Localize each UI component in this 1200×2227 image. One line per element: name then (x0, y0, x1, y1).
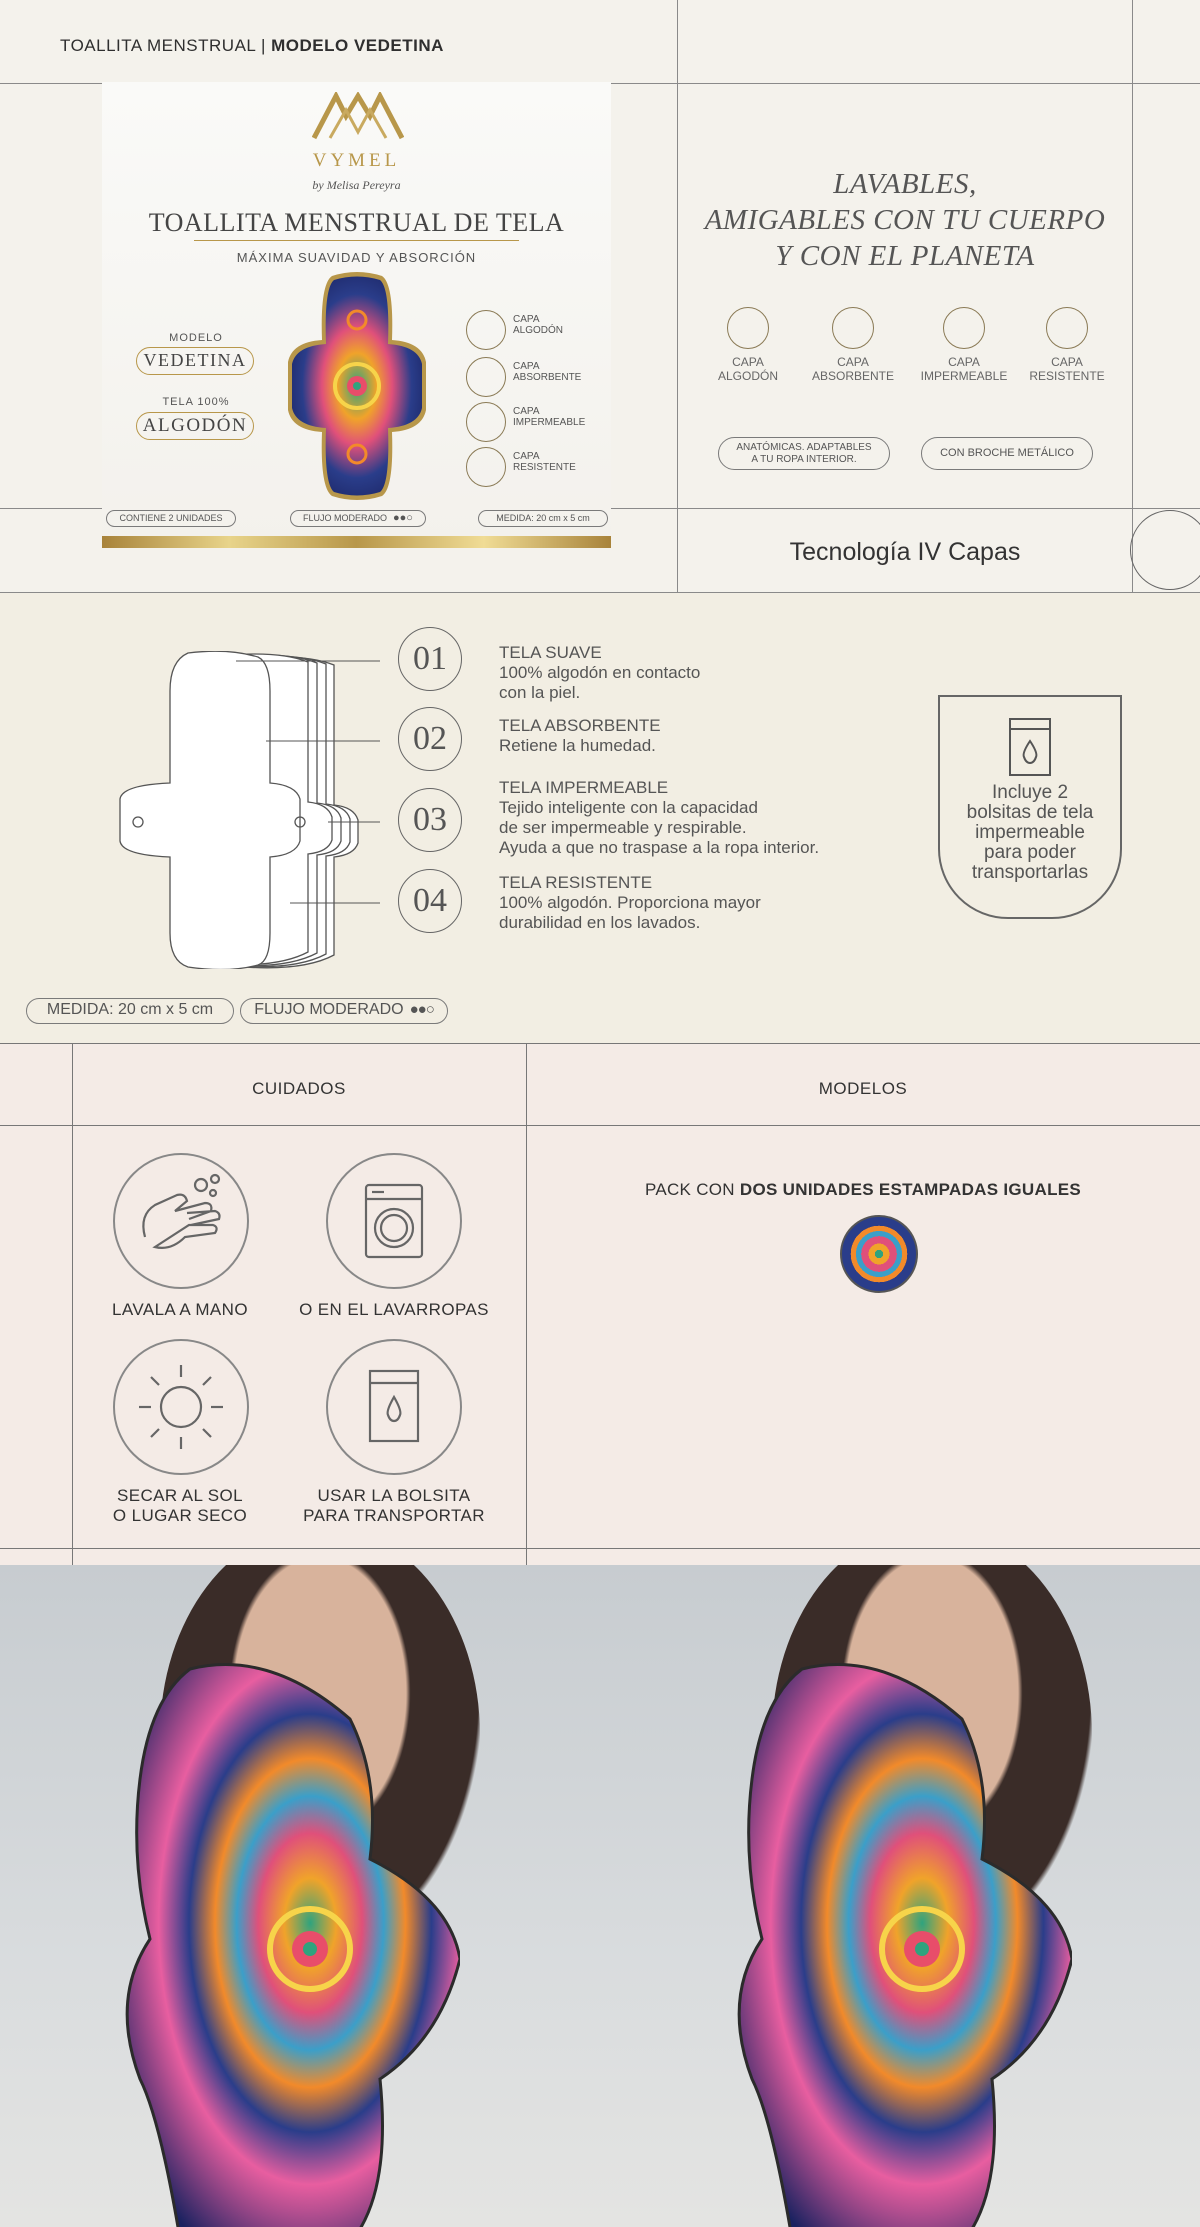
vymel-logo-icon (312, 92, 404, 142)
fabric-label: TELA 100% (162, 396, 230, 408)
package-layer-label: CAPA RESISTENTE (513, 451, 576, 473)
tagline: LAVABLES, AMIGABLES CON TU CUERPO Y CON EL PLANETA (704, 168, 1106, 272)
anatomic-badge: ANATÓMICAS. ADAPTABLES A TU ROPA INTERIOR. (718, 437, 890, 470)
layer-description: TELA SUAVE 100% algodón en contacto con la piel. (499, 643, 701, 702)
lifestyle-photo (622, 1565, 1200, 2227)
photo-section (0, 1565, 1200, 2227)
lifestyle-photo (0, 1565, 622, 2227)
feature-label: CAPA ALGODÓN (717, 355, 778, 383)
package-layer-label: CAPA ALGODÓN (513, 314, 564, 336)
pouch-text: Incluye 2 bolsitas de tela impermeable para poder transportarlas (966, 782, 1094, 883)
feature-label: CAPA IMPERMEABLE (920, 355, 1008, 383)
models-heading: MODELOS (818, 1079, 908, 1098)
layers-section (0, 593, 1200, 1043)
pouch-icon (326, 1339, 462, 1475)
page-title: TOALLITA MENSTRUAL | MODELO VEDETINA (60, 36, 444, 55)
layer-number: 01 (398, 627, 462, 691)
brand-signature: by Melisa Pereyra (312, 178, 401, 192)
layer-description: TELA RESISTENTE 100% algodón. Proporciona mayor durabilidad en los lavados. (499, 873, 761, 932)
clasp-badge: CON BROCHE METÁLICO (921, 437, 1093, 470)
layer-number: 04 (398, 869, 462, 933)
feature-label: CAPA ABSORBENTE (811, 355, 895, 383)
units-badge: CONTIENE 2 UNIDADES (106, 510, 236, 527)
care-heading: CUIDADOS (252, 1079, 346, 1098)
resistant-icon (466, 447, 506, 487)
model-label: MODELO (169, 332, 223, 344)
resistant-icon (1046, 307, 1088, 349)
flow-badge: FLUJO MODERADO ●●○ (290, 510, 426, 527)
feature-label: CAPA RESISTENTE (1029, 355, 1105, 383)
model-badge: VEDETINA (136, 347, 254, 375)
layer-description: TELA IMPERMEABLE Tejido inteligente con la capacidad de ser impermeable y respirable. Ayuda a que no traspase a la ropa interior. (499, 778, 820, 857)
pouch-icon (1008, 717, 1052, 777)
package-title: TOALLITA MENSTRUAL DE TELA (148, 208, 565, 237)
divider (0, 1125, 1200, 1126)
washing-machine-icon (326, 1153, 462, 1289)
layer-number: 03 (398, 788, 462, 852)
package-subtitle: MÁXIMA SUAVIDAD Y ABSORCIÓN (236, 250, 477, 265)
layer-description: TELA ABSORBENTE Retiene la humedad. (499, 716, 661, 755)
absorbent-icon (466, 357, 506, 397)
brand-name: VYMEL (312, 150, 401, 171)
divider (677, 0, 678, 593)
divider (72, 1043, 73, 1565)
care-label: USAR LA BOLSITA PARA TRANSPORTAR (303, 1486, 485, 1525)
cotton-icon (727, 307, 769, 349)
technology-title: Tecnología IV Capas (789, 538, 1021, 566)
size-badge: MEDIDA: 20 cm x 5 cm (478, 510, 608, 527)
product-overview-section (0, 0, 1200, 593)
size-badge: MEDIDA: 20 cm x 5 cm (26, 998, 234, 1024)
care-label: LAVALA A MANO (112, 1300, 248, 1319)
flow-badge: FLUJO MODERADO ●●○ (240, 998, 448, 1024)
decorative-circle (1130, 510, 1200, 590)
pouch-card (938, 695, 1122, 919)
pack-description: PACK CON DOS UNIDADES ESTAMPADAS IGUALES (644, 1180, 1082, 1199)
package-layer-label: CAPA IMPERMEABLE (513, 406, 586, 428)
cotton-icon (466, 310, 506, 350)
absorbent-icon (832, 307, 874, 349)
fabric-badge: ALGODÓN (136, 412, 254, 440)
care-label: O EN EL LAVARROPAS (299, 1300, 489, 1319)
divider (0, 1043, 1200, 1044)
divider (526, 1043, 527, 1565)
care-label: SECAR AL SOL O LUGAR SECO (112, 1486, 248, 1525)
gold-band (102, 536, 611, 548)
divider (0, 1548, 1200, 1549)
printed-pad-icon (282, 270, 432, 502)
waterproof-icon (943, 307, 985, 349)
sun-icon (113, 1339, 249, 1475)
hand-wash-icon (113, 1153, 249, 1289)
gold-rule (194, 240, 519, 241)
care-and-models-section (0, 1043, 1200, 1565)
layer-number: 02 (398, 707, 462, 771)
pad-layers-diagram-icon (118, 651, 388, 969)
model-thumbnail[interactable] (840, 1215, 918, 1293)
divider (1132, 0, 1133, 593)
waterproof-icon (466, 402, 506, 442)
product-package-image (102, 82, 611, 548)
package-layer-label: CAPA ABSORBENTE (513, 361, 582, 383)
